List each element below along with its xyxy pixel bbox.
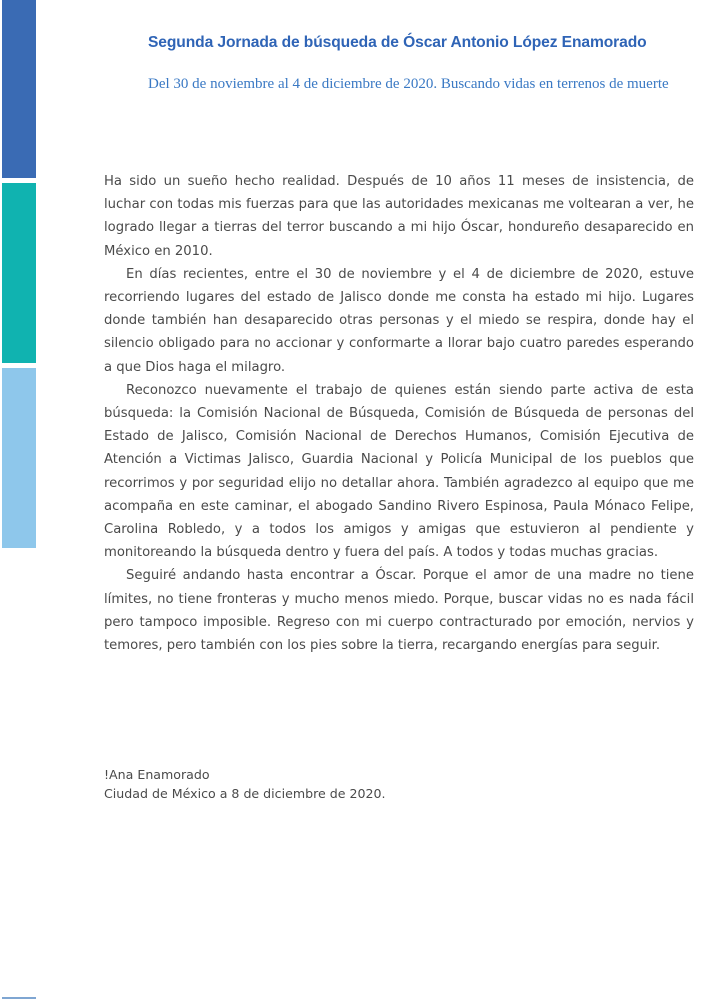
decorative-bottom-line bbox=[2, 997, 36, 999]
signature-block bbox=[104, 766, 604, 803]
signature-name: !Ana Enamorado bbox=[104, 767, 210, 782]
decorative-bar-dark-blue bbox=[2, 0, 36, 178]
paragraph-4: Seguiré andando hasta encontrar a Óscar. Porque el amor de una madre no tiene límites, no tiene fronteras y mucho menos miedo. Porque, buscar vidas no es nada fácil pero tampoco imposible. Regreso con mi cuerpo contracturado por emoción, nervios y temores, pero también con los pies sobre la tierra, recargando energías para seguir. bbox=[104, 568, 694, 654]
paragraph-1: Ha sido un sueño hecho realidad. Después de 10 años 11 meses de insistencia, de luchar con todas mis fuerzas para que las autoridades mexicanas me voltearan a ver, he logrado llegar a tierras del terror buscando a mi hijo Óscar, hondureño desaparecido en México en 2010. bbox=[104, 174, 694, 259]
signature-place-date: Ciudad de México a 8 de diciembre de 2020. bbox=[104, 785, 386, 801]
paragraph-2: En días recientes, entre el 30 de noviembre y el 4 de diciembre de 2020, estuve recorriendo lugares del estado de Jalisco donde me consta ha estado mi hijo. Lugares donde también han desaparecido otras personas y el miedo se respira, donde hay el silencio obligado para no accionar y conformarte a llorar bajo cuatro paredes esperando a que Dios haga el milagro. bbox=[104, 266, 694, 375]
decorative-bar-light-blue bbox=[2, 368, 36, 548]
document-title: Segunda Jornada de búsqueda de Óscar Antonio López Enamorado bbox=[148, 34, 647, 51]
decorative-bar-teal bbox=[2, 183, 36, 363]
document-subtitle: Del 30 de noviembre al 4 de diciembre de 2020. Buscando vidas en terrenos de muerte bbox=[148, 76, 669, 92]
document-body bbox=[104, 170, 694, 657]
paragraph-3: Reconozco nuevamente el trabajo de quienes están siendo parte activa de esta búsqueda: la Comisión Nacional de Búsqueda, Comisión de Búsqueda de personas del Estado de Jalisco, Comisión Nacional de Derechos Humanos, Comisión Ejecutiva de Atención a Victimas Jalisco, Guardia Nacional y Policía Municipal de los pueblos que recorrimos y por seguridad elijo no detallar ahora. También agradezco al equipo que me acompaña en este caminar, el abogado Sandino Rivero Espinosa, Paula Mónaco Felipe, Carolina Robledo, y a todos los amigos y amigas que estuvieron al pendiente y monitoreando la búsqueda dentro y fuera del país. A todos y todas muchas gracias. bbox=[104, 382, 694, 561]
